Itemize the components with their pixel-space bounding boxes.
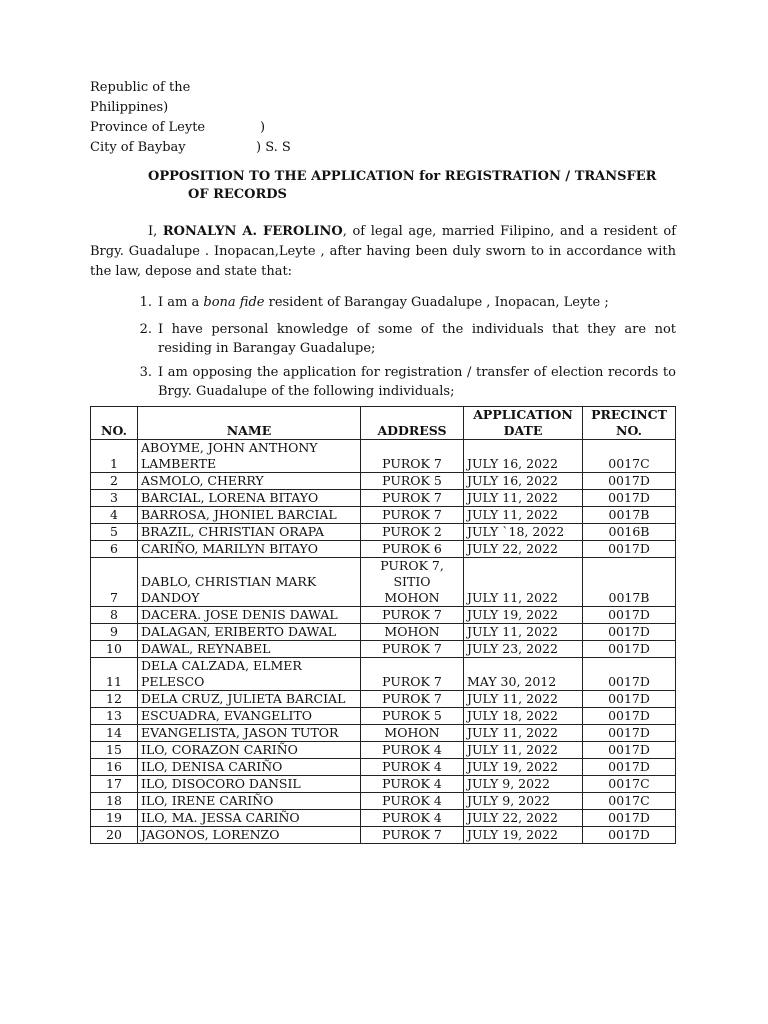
cell-address: PUROK 5 [361,473,464,490]
cell-name: DABLO, CHRISTIAN MARK DANDOY [138,558,361,607]
cell-address: PUROK 7 [361,641,464,658]
cell-no: 20 [91,827,138,844]
cell-application-date: JULY 19, 2022 [464,607,583,624]
item-text: I am opposing the application for registration / transfer of election records to Brgy. Guadalupe of the following individuals; [158,365,676,399]
cell-precinct-no: 0017B [583,507,676,524]
cell-application-date: MAY 30, 2012 [464,658,583,691]
affiant-name: RONALYN A. FEROLINO [162,224,343,239]
cell-precinct-no: 0017D [583,541,676,558]
cell-application-date: JULY 16, 2022 [464,440,583,473]
venue-label: Province of Leyte [90,120,206,135]
table-row [91,558,676,607]
cell-application-date: JULY 22, 2022 [464,541,583,558]
cell-no: 10 [91,641,138,658]
header-name: NAME [138,407,361,440]
venue-line-republic [90,78,291,118]
header-no: NO. [91,407,138,440]
cell-no: 18 [91,793,138,810]
cell-no: 13 [91,708,138,725]
table-row [91,641,676,658]
cell-precinct-no: 0017D [583,691,676,708]
item-number: 3. [139,365,152,380]
cell-name: ASMOLO, CHERRY [138,473,361,490]
cell-address: PUROK 7 [361,440,464,473]
cell-address: PUROK 5 [361,708,464,725]
cell-address: PUROK 7 [361,691,464,708]
intro-prefix: I, [148,224,163,239]
cell-address: PUROK 6 [361,541,464,558]
cell-name: CARIÑO, MARILYN BITAYO [138,541,361,558]
cell-application-date: JULY 9, 2022 [464,793,583,810]
cell-application-date: JULY 22, 2022 [464,810,583,827]
table-row [91,810,676,827]
table-body [91,440,676,844]
cell-precinct-no: 0017D [583,742,676,759]
cell-address: PUROK 7, SITIO MOHON [361,558,464,607]
cell-name: ILO, DENISA CARIÑO [138,759,361,776]
cell-address: MOHON [361,725,464,742]
item-text: I have personal knowledge of some of the individuals that they are not residing in Barangay Guadalupe; [158,322,676,356]
venue-suffix: ) [260,120,266,135]
venue-block [90,78,291,158]
cell-address: PUROK 7 [361,507,464,524]
document-title [148,168,688,204]
cell-no: 9 [91,624,138,641]
cell-address: PUROK 7 [361,490,464,507]
table-row [91,473,676,490]
cell-application-date: JULY 11, 2022 [464,742,583,759]
cell-application-date: JULY 11, 2022 [464,558,583,607]
cell-name: ILO, CORAZON CARIÑO [138,742,361,759]
table-row [91,793,676,810]
cell-application-date: JULY 11, 2022 [464,507,583,524]
intro-paragraph [90,222,676,282]
cell-name: EVANGELISTA, JASON TUTOR [138,725,361,742]
cell-name: JAGONOS, LORENZO [138,827,361,844]
cell-no: 1 [91,440,138,473]
cell-precinct-no: 0017C [583,793,676,810]
cell-application-date: JULY 11, 2022 [464,725,583,742]
item-text-end: resident of Barangay Guadalupe , Inopacan, Leyte ; [264,295,609,310]
cell-name: DACERA. JOSE DENIS DAWAL [138,607,361,624]
title-part: OPPOSITION TO THE APPLICATION [148,169,420,184]
cell-name: ESCUADRA, EVANGELITO [138,708,361,725]
table-row [91,691,676,708]
cell-no: 12 [91,691,138,708]
cell-address: PUROK 2 [361,524,464,541]
cell-name: ILO, DISOCORO DANSIL [138,776,361,793]
cell-precinct-no: 0017D [583,490,676,507]
item-emphasis: bona fide [203,295,265,310]
cell-no: 2 [91,473,138,490]
cell-application-date: JULY 19, 2022 [464,759,583,776]
venue-suffix: ) S. S [256,140,291,155]
cell-address: PUROK 7 [361,827,464,844]
cell-no: 15 [91,742,138,759]
table-row [91,490,676,507]
statement-item-2 [90,320,676,358]
cell-precinct-no: 0017D [583,810,676,827]
cell-precinct-no: 0017D [583,827,676,844]
table-row [91,742,676,759]
cell-address: MOHON [361,624,464,641]
cell-name: DAWAL, REYNABEL [138,641,361,658]
cell-application-date: JULY 18, 2022 [464,708,583,725]
cell-application-date: JULY 11, 2022 [464,624,583,641]
cell-no: 19 [91,810,138,827]
cell-precinct-no: 0017D [583,641,676,658]
cell-address: PUROK 4 [361,759,464,776]
cell-address: PUROK 4 [361,776,464,793]
venue-line-city [90,138,291,158]
table-header-row [91,407,676,440]
cell-name: DELA CRUZ, JULIETA BARCIAL [138,691,361,708]
cell-no: 3 [91,490,138,507]
cell-application-date: JULY 11, 2022 [464,490,583,507]
cell-precinct-no: 0017D [583,708,676,725]
item-text: I am a [158,295,204,310]
cell-name: ILO, MA. JESSA CARIÑO [138,810,361,827]
cell-no: 17 [91,776,138,793]
cell-precinct-no: 0017C [583,776,676,793]
cell-precinct-no: 0017D [583,473,676,490]
title-part: REGISTRATION / TRANSFER [440,169,657,184]
table-row [91,827,676,844]
header-address: ADDRESS [361,407,464,440]
cell-precinct-no: 0017C [583,440,676,473]
venue-label: Republic of the Philippines) [90,80,191,115]
cell-name: DELA CALZADA, ELMER PELESCO [138,658,361,691]
table-row [91,541,676,558]
intro-rest: , of legal age, married Filipino, and a resident of Brgy. Guadalupe . Inopacan,Leyte , after having been duly sworn to in accordance with the law, depose and state that: [90,224,677,279]
cell-precinct-no: 0017D [583,725,676,742]
cell-address: PUROK 7 [361,658,464,691]
cell-precinct-no: 0017B [583,558,676,607]
cell-precinct-no: 0017D [583,624,676,641]
venue-label: City of Baybay [90,140,186,155]
applicants-table [90,406,676,844]
title-line-2: OF RECORDS [188,187,287,202]
cell-address: PUROK 4 [361,742,464,759]
cell-no: 4 [91,507,138,524]
cell-address: PUROK 4 [361,793,464,810]
table-row [91,776,676,793]
cell-no: 8 [91,607,138,624]
cell-name: DALAGAN, ERIBERTO DAWAL [138,624,361,641]
cell-precinct-no: 0017D [583,607,676,624]
cell-name: BRAZIL, CHRISTIAN ORAPA [138,524,361,541]
cell-application-date: JULY 11, 2022 [464,691,583,708]
cell-precinct-no: 0016B [583,524,676,541]
cell-precinct-no: 0017D [583,759,676,776]
table-row [91,658,676,691]
cell-no: 14 [91,725,138,742]
title-for: for [419,169,441,184]
statement-item-3 [90,363,676,401]
table-row [91,607,676,624]
cell-no: 16 [91,759,138,776]
cell-application-date: JULY 9, 2022 [464,776,583,793]
cell-name: BARROSA, JHONIEL BARCIAL [138,507,361,524]
item-number: 2. [139,322,152,337]
cell-address: PUROK 7 [361,607,464,624]
cell-application-date: JULY 23, 2022 [464,641,583,658]
table-row [91,624,676,641]
venue-line-province [90,118,291,138]
table-row [91,708,676,725]
cell-precinct-no: 0017D [583,658,676,691]
table-row [91,759,676,776]
table-row [91,507,676,524]
table-row [91,440,676,473]
cell-name: ABOYME, JOHN ANTHONY LAMBERTE [138,440,361,473]
item-number: 1. [139,295,152,310]
header-precinct-no: PRECINCT NO. [583,407,676,440]
statement-item-1 [90,293,676,312]
cell-application-date: JULY `18, 2022 [464,524,583,541]
cell-no: 11 [91,658,138,691]
table-row [91,524,676,541]
header-application-date: APPLICATION DATE [464,407,583,440]
cell-address: PUROK 4 [361,810,464,827]
cell-no: 7 [91,558,138,607]
cell-application-date: JULY 16, 2022 [464,473,583,490]
cell-application-date: JULY 19, 2022 [464,827,583,844]
cell-no: 5 [91,524,138,541]
cell-name: BARCIAL, LORENA BITAYO [138,490,361,507]
cell-no: 6 [91,541,138,558]
table-row [91,725,676,742]
cell-name: ILO, IRENE CARIÑO [138,793,361,810]
